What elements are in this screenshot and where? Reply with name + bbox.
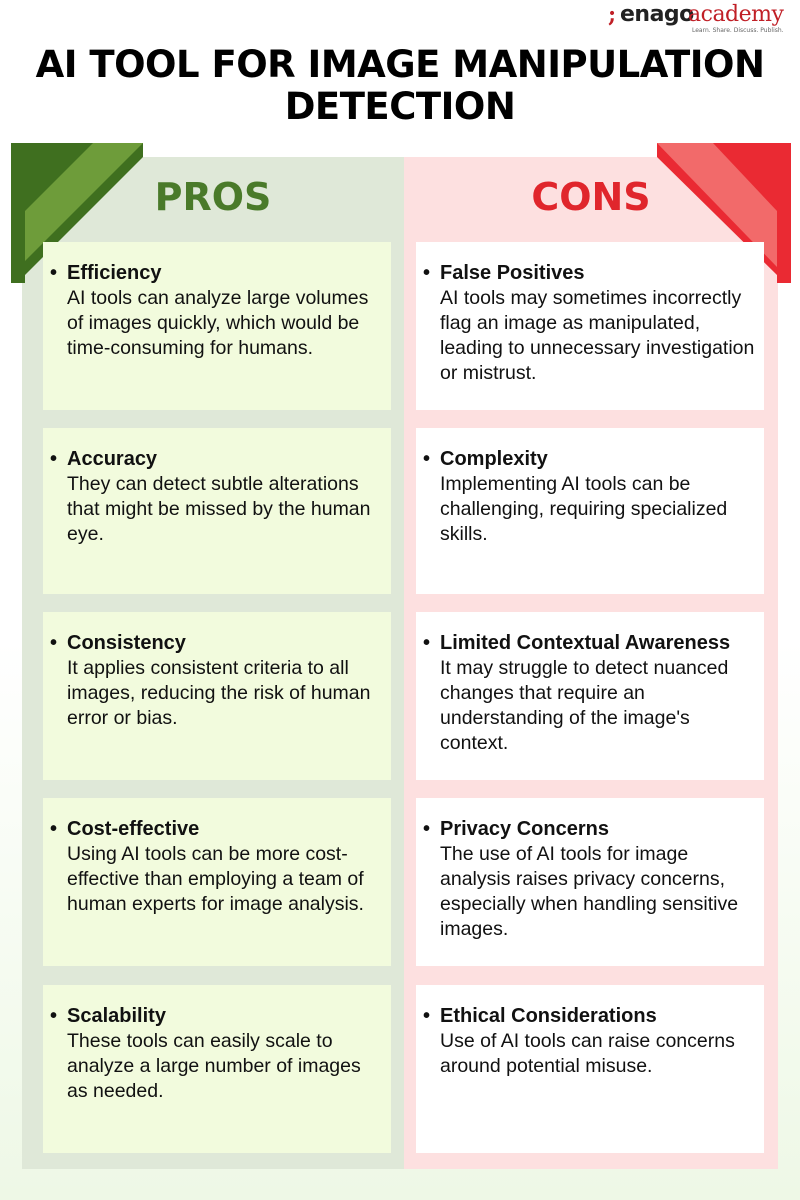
- pros-card-efficiency: [43, 242, 391, 410]
- pros-card-title: • Efficiency: [67, 261, 385, 286]
- page-title-line-2: DETECTION: [284, 85, 516, 128]
- enago-academy-logo[interactable]: [596, 2, 796, 38]
- pros-card-cost-effective: [43, 798, 391, 966]
- pros-card-title: • Accuracy: [67, 447, 385, 472]
- cons-card-desc: Implementing AI tools can be challenging, requiring specialized skills.: [440, 473, 728, 545]
- pros-card-title: • Scalability: [67, 1004, 385, 1029]
- cons-card-complexity: [416, 428, 764, 594]
- cons-card-privacy-concerns: [416, 798, 764, 966]
- cons-heading: CONS: [531, 175, 651, 219]
- cons-card-desc: Use of AI tools can raise concerns around potential misuse.: [440, 1030, 735, 1077]
- cons-card-ethical-considerations: [416, 985, 764, 1153]
- pros-card-desc: AI tools can analyze large volumes of images quickly, which would be time-consuming for humans.: [67, 287, 369, 359]
- cons-card-title: • Limited Contextual Awareness: [440, 631, 758, 656]
- cons-card-title: • Complexity: [440, 447, 758, 472]
- cons-card-title: • False Positives: [440, 261, 758, 286]
- cons-card-desc: AI tools may sometimes incorrectly flag an image as manipulated, leading to unnecessary investigation or mistrust.: [440, 287, 755, 384]
- cons-card-desc: The use of AI tools for image analysis raises privacy concerns, especially when handling sensitive images.: [440, 843, 739, 940]
- cons-card-desc: It may struggle to detect nuanced changes that require an understanding of the image's context.: [440, 657, 729, 754]
- cons-card-limited-contextual-awareness: [416, 612, 764, 780]
- cons-card-title: • Privacy Concerns: [440, 817, 758, 842]
- pros-card-accuracy: [43, 428, 391, 594]
- cons-card-title: • Ethical Considerations: [440, 1004, 758, 1029]
- pros-card-desc: It applies consistent criteria to all images, reducing the risk of human error or bias.: [67, 657, 371, 729]
- pros-card-title: • Consistency: [67, 631, 385, 656]
- pros-card-desc: These tools can easily scale to analyze a large number of images as needed.: [67, 1030, 361, 1102]
- cons-card-false-positives: [416, 242, 764, 410]
- pros-card-desc: Using AI tools can be more cost-effective than employing a team of human experts for image analysis.: [67, 843, 364, 915]
- pros-card-title: • Cost-effective: [67, 817, 385, 842]
- logo-mark: ;: [608, 2, 617, 28]
- pros-card-desc: They can detect subtle alterations that might be missed by the human eye.: [67, 473, 371, 545]
- logo-brand: enago: [620, 2, 694, 27]
- logo-brand-accent: academy: [688, 2, 784, 27]
- logo-tagline: Learn. Share. Discuss. Publish.: [692, 27, 784, 34]
- page-title: [0, 44, 800, 128]
- pros-card-consistency: [43, 612, 391, 780]
- pros-card-scalability: [43, 985, 391, 1153]
- pros-heading: PROS: [154, 175, 272, 219]
- page-title-line-1: AI TOOL FOR IMAGE MANIPULATION: [35, 43, 765, 86]
